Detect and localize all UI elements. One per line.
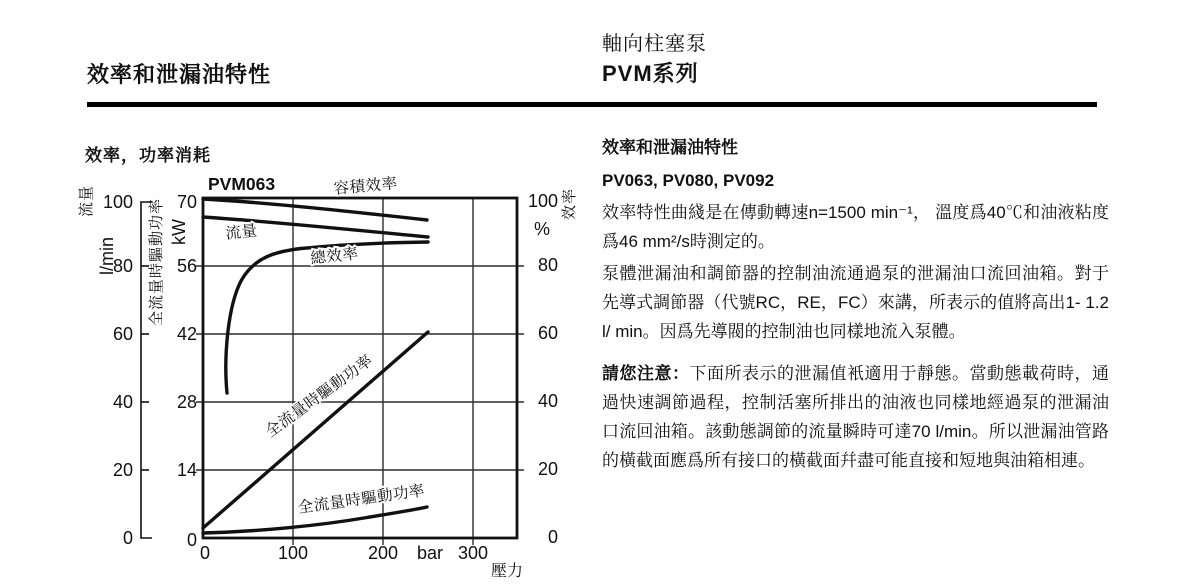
- eff-tick-100: 100: [527, 191, 558, 211]
- eff-tick-40: 40: [537, 391, 558, 411]
- efficiency-chart: [75, 160, 600, 579]
- volumetric-efficiency-label: 容積效率: [332, 175, 399, 198]
- eff-tick-20: 20: [537, 459, 558, 479]
- flow-tick-60: 60: [112, 324, 133, 344]
- info-column: [602, 138, 1109, 475]
- power-axis-label: 全流量時驅動功率: [148, 197, 165, 327]
- power-tick-42: 42: [176, 324, 197, 344]
- info-paragraph-leakage: 泵體泄漏油和調節器的控制油流通過泵的泄漏油口流回油箱。對于先導式調節器（代號RC，RE，FC）來講，所表示的值將高出1- 1.2 l/ min。因爲先導閥的控制油也同樣地流入泵體。: [602, 264, 1109, 341]
- flow-curve-label: 流量: [224, 222, 259, 243]
- header-rule: [87, 102, 1097, 107]
- pressure-tick-0: 0: [199, 543, 211, 563]
- pressure-tick-100: 100: [277, 543, 309, 563]
- power-tick-28: 28: [176, 392, 197, 412]
- overall-efficiency-label: 總效率: [309, 245, 360, 268]
- pressure-tick-200: 200: [367, 543, 399, 563]
- pressure-axis-unit: bar: [416, 543, 444, 563]
- flow-tick-20: 20: [112, 460, 133, 480]
- power-tick-14: 14: [176, 460, 197, 480]
- info-paragraph-note: [602, 359, 1109, 475]
- eff-axis-unit: %: [533, 219, 551, 239]
- eff-axis-label: 效率: [561, 187, 578, 221]
- product-header: [602, 32, 707, 88]
- info-heading: 效率和泄漏油特性: [602, 138, 738, 157]
- power-tick-56: 56: [176, 256, 197, 276]
- chart-svg: [75, 160, 600, 579]
- flow-tick-40: 40: [112, 392, 133, 412]
- chart-model-label: PVM063: [208, 174, 276, 194]
- note-lead: 請您注意：: [602, 364, 690, 383]
- pressure-tick-300: 300: [457, 543, 489, 563]
- flow-tick-0: 0: [122, 528, 133, 548]
- drive-power-full-flow-label: 全流量時驅動功率: [262, 351, 377, 441]
- info-subheading: PV063, PV080, PV092: [602, 171, 775, 190]
- eff-tick-60: 60: [537, 323, 558, 343]
- flow-axis-label: 流量: [78, 184, 95, 218]
- power-axis-unit: kW: [169, 219, 189, 245]
- power-axis: [148, 192, 197, 550]
- power-tick-70: 70: [176, 192, 197, 212]
- flow-tick-100: 100: [102, 192, 133, 212]
- chart-section-title: 效率，功率消耗: [85, 146, 211, 165]
- efficiency-axis: [528, 188, 578, 547]
- product-family: 軸向柱塞泵: [602, 33, 707, 55]
- eff-tick-0: 0: [547, 527, 558, 547]
- pressure-axis-label: 壓力: [490, 563, 524, 579]
- flow-tick-80: 80: [112, 256, 133, 276]
- flow-axis-unit: l/min: [97, 236, 117, 276]
- note-body: 下面所表示的泄漏值衹適用于靜態。當動態載荷時，通過快速調節過程，控制活塞所排出的油液也同樣地經過泵的泄漏油口流回油箱。該動態調節的流量瞬時可達70 l/min。所以泄漏油管路的橫截面應爲所有接口的橫截面幷盡可能直接和短地與油箱相連。: [602, 364, 1109, 470]
- volumetric-efficiency-curve: [203, 199, 427, 220]
- power-tick-0: 0: [186, 530, 197, 550]
- flow-axis: [78, 185, 133, 548]
- page-title: 效率和泄漏油特性: [87, 62, 272, 87]
- info-paragraph-conditions: 效率特性曲綫是在傳動轉速n=1500 min⁻¹， 溫度爲40℃和油液粘度爲46 mm²/s時測定的。: [602, 203, 1109, 251]
- series-name: PVM系列: [602, 61, 699, 86]
- drive-power-low-label: 全流量時驅動功率: [296, 482, 426, 517]
- eff-tick-80: 80: [537, 255, 558, 275]
- pressure-axis: [200, 543, 523, 579]
